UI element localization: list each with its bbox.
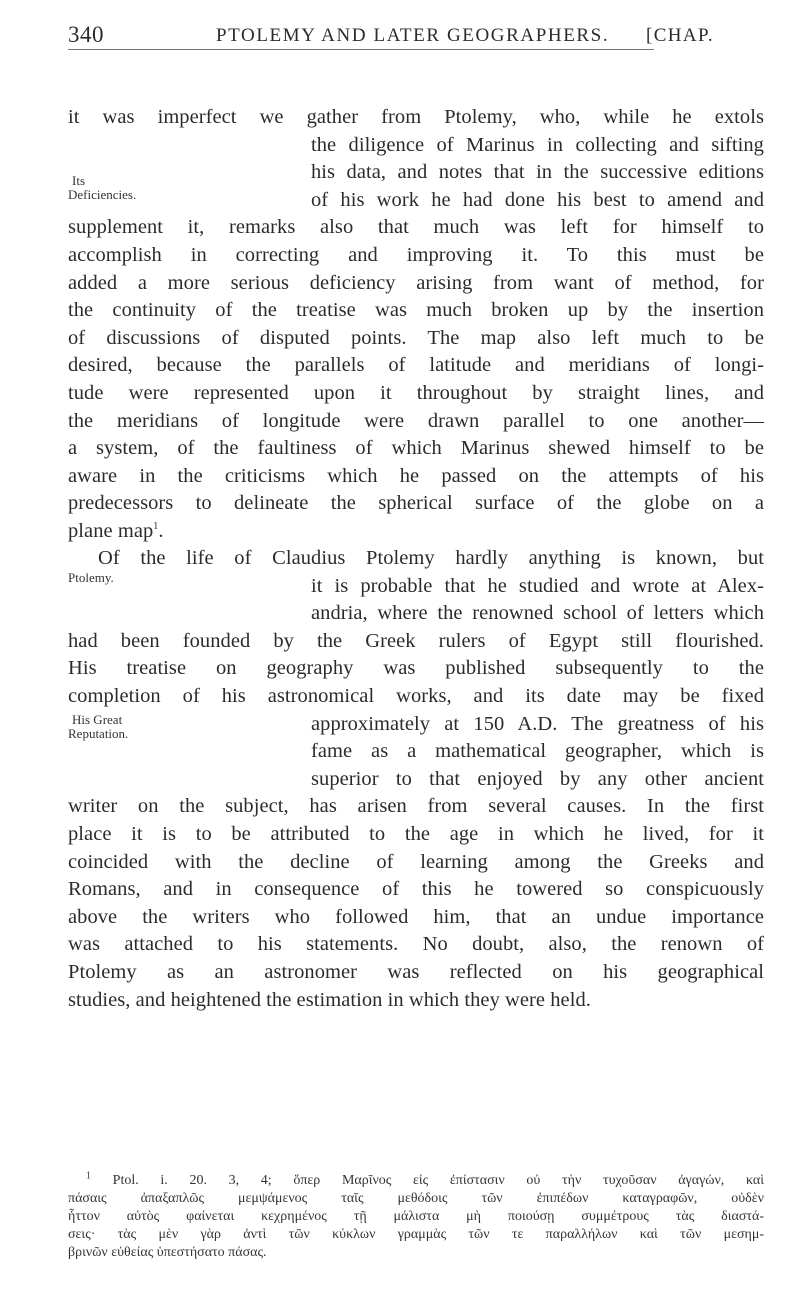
text-line: a system, of the faultiness of which Marinus shewed himself to be bbox=[68, 437, 764, 460]
paragraph-2 bbox=[68, 545, 764, 1014]
text-line: above the writers who followed him, that an undue importance bbox=[68, 905, 764, 928]
text-line: studies, and heightened the estimation in which they were held. bbox=[68, 988, 591, 1011]
footnote-line: σεις· τὰς μὲν γὰρ ἀντὶ τῶν κύκλων γραμμὰς τῶν τε παραλλήλων καὶ τῶν μεσημ- bbox=[68, 1227, 764, 1242]
text-line: the continuity of the treatise was much broken up by the insertion bbox=[68, 299, 764, 322]
text-line: desired, because the parallels of latitude and meridians of longi- bbox=[68, 354, 764, 377]
text-line-with-note: plane map$^1$. bbox=[68, 519, 164, 542]
text-line: accomplish in correcting and improving it. To this must be bbox=[68, 243, 764, 266]
text-line: supplement it, remarks also that much was left for himself to bbox=[68, 216, 764, 239]
text-line: Of the life of Claudius Ptolemy hardly anything is known, but bbox=[98, 547, 764, 569]
text-line: predecessors to delineate the spherical surface of the globe on a bbox=[68, 492, 764, 515]
text-line: of discussions of disputed points. The map also left much to be bbox=[68, 326, 764, 349]
text-line: aware in the criticisms which he passed on the attempts of his bbox=[68, 464, 764, 487]
text-line: Romans, and in consequence of this he towered so conspicuously bbox=[68, 878, 764, 901]
text-line: writer on the subject, has arisen from several causes. In the first bbox=[68, 795, 764, 818]
text-line: coincided with the decline of learning among the Greeks and bbox=[68, 850, 764, 873]
footnote-line: πάσαις ἀπαξαπλῶς μεμψάμενος ταῖς μεθόδοις τῶν ἐπιπέδων καταγραφῶν, οὐδὲν bbox=[68, 1191, 764, 1206]
text-line: the diligence of Marinus in collecting and sifting bbox=[311, 133, 764, 156]
text-line: of his work he had done his best to amend and bbox=[311, 188, 764, 211]
text-line: fame as a mathematical geographer, which is bbox=[311, 740, 764, 763]
sidenote-line: Reputation. bbox=[68, 726, 129, 741]
sidenote-line: Its bbox=[72, 173, 85, 188]
footnote-text: Ptol. i. 20. 3, 4; ὅπερ Μαρῖνος εἰς ἐπίστασιν οὐ τὴν τυχοῦσαν ἀγαγών, καὶ bbox=[112, 1173, 764, 1188]
text-line: added a more serious deficiency arising from want of method, for bbox=[68, 271, 764, 294]
sidenote-line: Ptolemy. bbox=[68, 570, 114, 585]
paragraph-1 bbox=[68, 104, 764, 546]
footnote-ref: 1 bbox=[153, 521, 159, 533]
text-line: had been founded by the Greek rulers of Egypt still flourished. bbox=[68, 629, 764, 652]
running-head: PTOLEMY AND LATER GEOGRAPHERS. bbox=[216, 25, 610, 46]
sidenote-line: Deficiencies. bbox=[68, 187, 137, 202]
text-line: approximately at 150 A.D. The greatness of his bbox=[311, 712, 764, 735]
text-line: it is probable that he studied and wrote at Alex- bbox=[311, 574, 764, 597]
footnote-marker: 1 bbox=[86, 1170, 91, 1182]
text-line: completion of his astronomical works, and its date may be fixed bbox=[68, 684, 764, 707]
text-line: andria, where the renowned school of letters which bbox=[311, 602, 764, 625]
chapter-mark: [CHAP. bbox=[646, 25, 715, 46]
footnote-line-1 bbox=[68, 1172, 764, 1190]
text-line: it was imperfect we gather from Ptolemy, who, while he extols bbox=[68, 106, 764, 128]
text-line: superior to that enjoyed by any other ancient bbox=[311, 767, 764, 790]
text-line: His treatise on geography was published subsequently to the bbox=[68, 657, 764, 680]
page-number: 340 bbox=[68, 22, 104, 47]
text-line: Ptolemy as an astronomer was reflected on his geographical bbox=[68, 960, 764, 983]
sidenote-line: His Great bbox=[72, 712, 123, 727]
text-line: place it is to be attributed to the age in which he lived, for it bbox=[68, 822, 764, 845]
footnote bbox=[68, 1172, 764, 1262]
text-line: tude were represented upon it throughout by straight lines, and bbox=[68, 381, 764, 404]
text-line: his data, and notes that in the successive editions bbox=[311, 161, 764, 184]
footnote-line: βρινῶν εὐθείας ὑπεστήσατο πάσας. bbox=[68, 1245, 267, 1260]
text-line: plane map bbox=[68, 519, 154, 542]
footnote-line: ἧττον αὐτὸς φαίνεται κεχρημένος τῇ μάλιστα μὴ ποιούσῃ συμμέτρους τὰς διαστά- bbox=[68, 1209, 764, 1224]
header-rule bbox=[68, 49, 654, 50]
text-line: the meridians of longitude were drawn parallel to one another— bbox=[68, 409, 764, 432]
text-line: was attached to his statements. No doubt, also, the renown of bbox=[68, 933, 764, 956]
